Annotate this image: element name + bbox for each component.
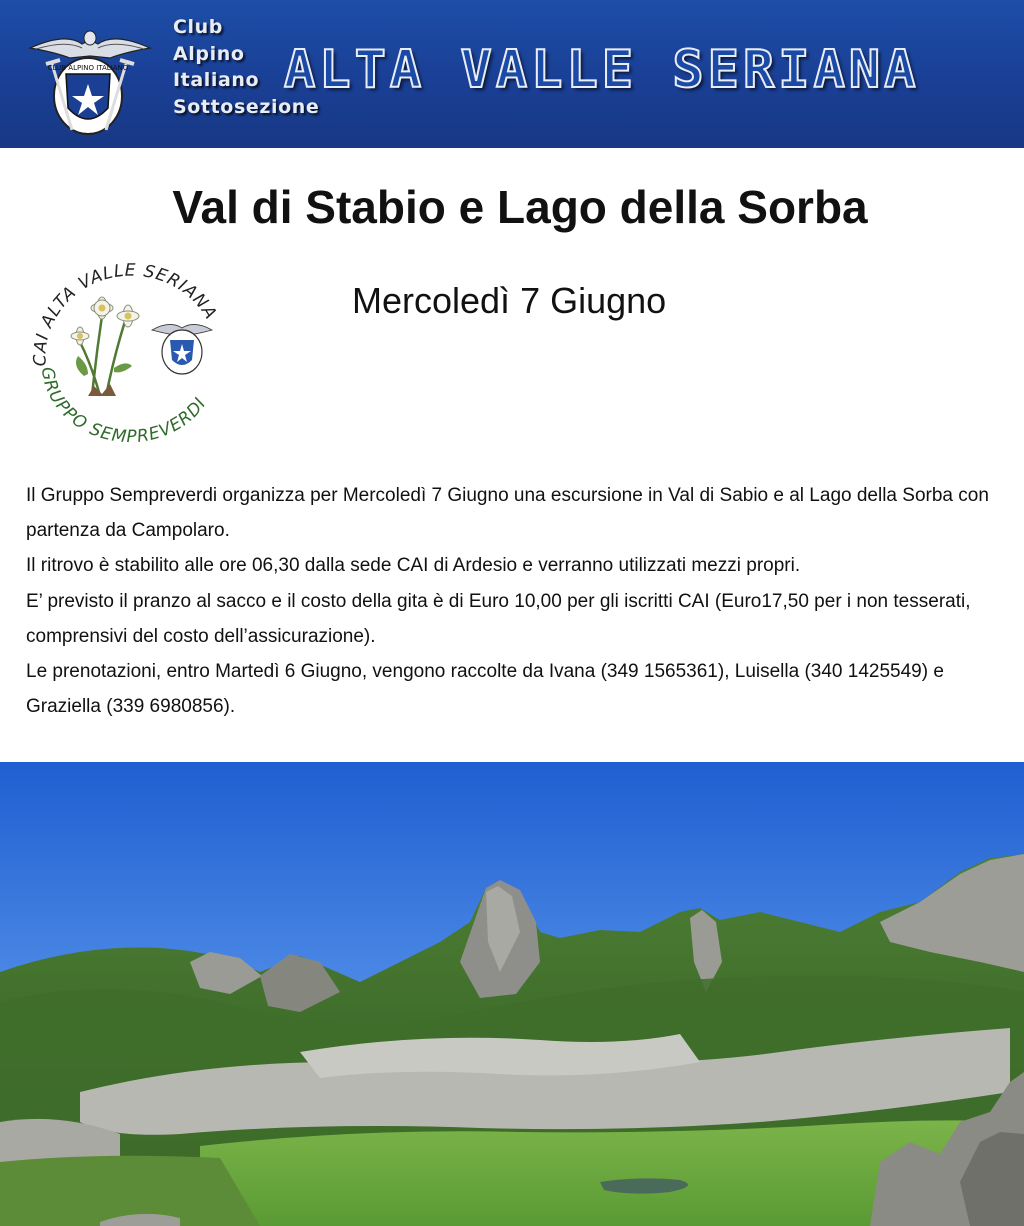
event-description (26, 478, 1006, 724)
club-line-2: Alpino (173, 42, 245, 65)
description-paragraph: E’ previsto il pranzo al sacco e il costo della gita è di Euro 10,00 per gli iscritti CAI (Euro17,50 per i non tesserati, comprensivi del costo dell’assicurazione). (26, 590, 971, 647)
club-line-1: Club (173, 16, 223, 38)
emblem-text: CLUB ALPINO ITALIANO (47, 64, 129, 72)
gruppo-sempreverdi-badge (22, 256, 234, 442)
description-paragraph: Il Gruppo Sempreverdi organizza per Mercoledì 7 Giugno una escursione in Val di Sabio e al Lago della Sorba con partenza da Campolaro. (26, 485, 989, 542)
description-paragraph: Il ritrovo è stabilito alle ore 06,30 dalla sede CAI di Ardesio e verranno utilizzati mezzi propri. (26, 555, 801, 577)
section-title: ALTA VALLE SERIANA (284, 40, 920, 100)
description-paragraph: Le prenotazioni, entro Martedì 6 Giugno, vengono raccolte da Ivana (349 1565361), Luisella (340 1425549) e Graziella (339 6980856). (26, 661, 944, 718)
landscape-photo (0, 762, 1024, 1226)
badge-top-path: CAI ALTA VALLE SERIANA (30, 260, 221, 367)
badge-bottom-path: GRUPPO SEMPREVERDI (36, 365, 211, 442)
cai-emblem-icon (26, 18, 154, 142)
club-line-4: Sottosezione (173, 95, 320, 118)
event-date: Mercoledì 7 Giugno (352, 280, 667, 321)
header-banner (0, 0, 1024, 148)
event-title: Val di Stabio e Lago della Sorba (172, 181, 868, 233)
club-line-3: Italiano (173, 69, 260, 91)
